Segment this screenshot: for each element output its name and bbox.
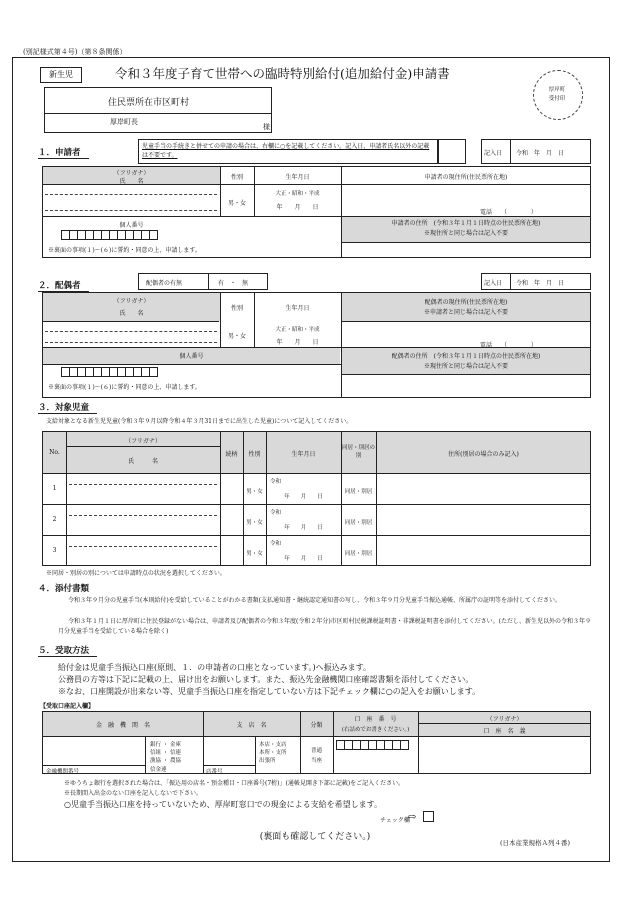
row-line [42, 216, 591, 217]
attachments-p1: 令和３年９月分の児童手当(本則給付)を受給していることがわかる書類(支払通知書・継続認定通知書の写し、令和３年９月分児童手当振込通帳、所属庁の証明等を添付してください。 [68, 597, 562, 604]
col-line [208, 273, 209, 290]
children-col-relation: 続柄 [225, 451, 238, 458]
cash-check-box[interactable] [423, 811, 434, 822]
row-line [341, 374, 591, 375]
applicant-mynumber-input[interactable] [62, 230, 158, 240]
section-spouse-title: ２．配偶者 [38, 279, 89, 292]
children-col-no: No. [49, 449, 60, 456]
child-sep-options[interactable]: 同居・別居 [344, 520, 373, 526]
child-furigana-input[interactable] [69, 515, 217, 516]
child-sep-options[interactable]: 同居・別居 [344, 551, 373, 557]
account-type-checking[interactable]: 当座 [310, 758, 322, 764]
bank-code-label: 金融機関番号 [46, 769, 80, 775]
child-no: 3 [52, 547, 57, 554]
applicant-phone-input[interactable]: 電話 （ ） [480, 209, 538, 216]
bank-note-yucho: ※ゆうちょ銀行を選択された場合は、「振込用の店名・預金種目・口座番号(7桁)」(通帳見開き下部に記載)をご記入ください。 [64, 780, 405, 787]
cash-option: ○児童手当振込口座を持っていないため、厚岸町窓口での現金による支給を希望します。 [64, 800, 383, 809]
applicant-consent: ※裏面の事項(１)～(６)に誓約・同意の上、申請します。 [48, 247, 201, 254]
spouse-date-label: 記入日 [484, 280, 503, 287]
spouse-furigana-header: （フリガナ） [113, 298, 150, 305]
stamp-text-town: 厚岸町 [548, 87, 566, 93]
spouse-furigana-input[interactable] [45, 331, 217, 332]
spouse-dob-input[interactable]: 年 月 日 [276, 339, 319, 346]
applicant-furigana-header: （フリガナ） [113, 170, 150, 177]
attachments-p2: 令和３年１月１日に厚岸町に住民登録がない場合は、申請者及び配偶者の令和３年度(令和２年分)市区町村民税課税証明書・非課税証明書を添付してください。(ただし、新生児以外の令和３年９月分児童手当を受給している場合を除く) [58, 618, 592, 635]
spouse-name-input[interactable] [45, 342, 217, 343]
child-gender-options[interactable]: 男・女 [246, 520, 263, 526]
applicant-name-input[interactable] [45, 210, 217, 211]
section-applicant-title: １．申請者 [38, 146, 89, 159]
addressee-divider [44, 113, 272, 114]
children-col-furigana: （フリガナ） [125, 438, 161, 445]
child-dob-input[interactable]: 年 月 日 [284, 494, 323, 500]
spouse-jan-address-header: 配偶者の住所 (令和３年１月１日時点の住民票所在地) [391, 353, 541, 360]
children-footnote: ※同居・別居の別については申請時点の状況を選択してください。 [46, 570, 226, 577]
spouse-era-options[interactable]: 大正・昭和・平成 [275, 327, 320, 333]
children-col-sep: 同居・別居の別 [342, 445, 376, 459]
check-label: チェック欄 [380, 817, 410, 824]
row-line [418, 723, 591, 724]
spouse-exists-options[interactable]: 有 ・ 無 [218, 280, 249, 287]
row-line [42, 504, 591, 505]
bank-furigana-header: （フリガナ） [486, 716, 523, 723]
branch-kind-options[interactable]: 本店・支店 [259, 742, 287, 748]
bank-account-header: 口 座 番 号 [354, 716, 397, 723]
spouse-exists-label: 配偶者の有無 [146, 280, 183, 287]
newborn-tag: 新生児 [40, 67, 82, 83]
child-era: 令和 [270, 541, 282, 547]
receipt-line2: 公務員の方等は下記に記載の上、届け出をお願いします。また、振込先金融機関口座確認書類を添付してください。 [58, 675, 474, 684]
row-line [42, 765, 145, 766]
child-no: 2 [52, 516, 57, 523]
applicant-same-note: ※現住所と同じ場合は記入不要 [423, 230, 508, 237]
spouse-date-field[interactable]: 令和 年 月 日 [516, 280, 565, 287]
child-no: 1 [52, 485, 57, 492]
arrow-right-icon: ⇨ [408, 812, 417, 823]
addressee-municipality: 住民票所在市区町村 [108, 98, 190, 108]
col-line [66, 431, 67, 566]
applicant-dob-header: 生年月日 [285, 174, 310, 181]
stamp-text-received: 受付印 [548, 96, 566, 102]
children-intro: 支給対象となる新生児児童(令和３年９月以降令和４年３月31日までに出生した児童)について記入してください。 [46, 418, 353, 425]
spouse-consent: ※裏面の事項(１)～(６)に誓約・同意の上、申請します。 [48, 384, 201, 391]
row-line [203, 765, 255, 766]
child-furigana-input[interactable] [69, 546, 217, 547]
row-line [42, 321, 219, 322]
applicant-gender-header: 性別 [230, 174, 243, 181]
child-dob-input[interactable]: 年 月 日 [284, 525, 323, 531]
bank-kind-options[interactable]: 銀行 ・ 金庫 [150, 742, 181, 748]
applicant-note: 児童手当の手続きと併せての申請の場合は、右欄に○を記載してください。記入日、申請者氏名以外の記載は不要です。 [142, 143, 430, 159]
applicant-address-header: 申請者の現住所(住民票所在地) [424, 174, 508, 181]
bank-kind-options[interactable]: 漁協 ・ 農協 [150, 758, 181, 764]
bank-type-header: 分類 [310, 722, 323, 729]
applicant-dob-input[interactable]: 年 月 日 [276, 204, 319, 211]
date-divider [510, 139, 511, 164]
row-line [66, 446, 220, 447]
bank-note-dormant: ※長期間入出金のない口座を記入しないで下さい。 [64, 790, 203, 797]
spouse-name-header: 氏 名 [119, 310, 144, 317]
bank-institution-header: 金 融 機 関 名 [95, 722, 150, 729]
children-col-name: 氏 名 [127, 458, 158, 465]
receipt-line1: 給付金は児童手当振込口座(原則、１．の申請者の口座となっています。)へ振込みます。 [58, 663, 371, 672]
date-divider [510, 273, 511, 290]
applicant-jan-address-header: 申請者の住所 (令和３年１月１日時点の住民票所在地) [391, 220, 541, 227]
applicant-gender-options[interactable]: 男・女 [227, 200, 246, 207]
child-era: 令和 [270, 479, 282, 485]
row-line [341, 321, 591, 322]
children-col-dob: 生年月日 [291, 451, 316, 458]
children-col-address: 住所(別居の場合のみ記入) [448, 451, 519, 458]
addressee-box [44, 87, 272, 133]
children-col-gender: 性別 [248, 451, 261, 458]
applicant-name-header: 氏 名 [119, 178, 144, 185]
spouse-gender-header: 性別 [230, 305, 243, 312]
applicant-furigana-input[interactable] [45, 194, 217, 195]
spouse-phone-input[interactable]: 電話 （ ） [480, 342, 538, 349]
row-line [42, 736, 591, 737]
section-children-title: ３．対象児童 [38, 401, 97, 414]
row-line [341, 242, 591, 243]
receipt-line3: ※なお、口座開設が出来ない等、児童手当振込口座を指定していない方は下記チェック欄に○の記入をお願いします。 [58, 687, 481, 696]
applicant-date-field[interactable]: 令和 年 月 日 [516, 150, 565, 157]
branch-kind-options[interactable]: 出張所 [259, 758, 276, 764]
child-gender-options[interactable]: 男・女 [246, 489, 263, 495]
spouse-dob-header: 生年月日 [285, 305, 310, 312]
child-dob-input[interactable]: 年 月 日 [284, 556, 323, 562]
addressee-mayor: 厚岸町長 [110, 118, 138, 126]
spouse-address-note: ※申請者と同じ場合は記入不要 [423, 309, 508, 316]
spouse-address-header: 配偶者の現住所(住民票所在地) [424, 299, 508, 306]
account-type-ordinary[interactable]: 普通 [310, 748, 322, 754]
section-receipt-title: ５．受取方法 [38, 644, 97, 657]
spouse-same-note: ※現住所と同じ場合は記入不要 [423, 363, 508, 370]
bank-holder-header: 口 座 名 義 [483, 728, 526, 735]
bank-caption: 【受取口座記入欄】 [40, 703, 95, 710]
row-line [42, 184, 591, 185]
back-note: (裏面も確認してください。) [259, 832, 371, 842]
spouse-mynumber-input[interactable] [62, 367, 158, 377]
row-line [42, 535, 591, 536]
bank-kind-options[interactable]: 信組 ・ 信連 [150, 750, 181, 756]
bank-kind-options[interactable]: 信金連 [150, 767, 167, 773]
applicant-era-options[interactable]: 大正・昭和・平成 [275, 191, 320, 197]
spec-note: (日本産業規格Ａ列４番) [500, 839, 571, 847]
child-gender-options[interactable]: 男・女 [246, 551, 263, 557]
child-era: 令和 [270, 510, 282, 516]
child-furigana-input[interactable] [69, 484, 217, 485]
branch-kind-options[interactable]: 本所・支所 [259, 750, 287, 756]
procedure-mark-field[interactable] [438, 139, 466, 164]
col-line [145, 736, 146, 774]
row-line [42, 364, 341, 365]
row-line [42, 347, 591, 348]
form-title: 令和３年度子育て世帯への臨時特別給付(追加給付金)申請書 [115, 66, 450, 81]
col-line [255, 736, 256, 774]
branch-code-label: 店番号 [206, 769, 223, 775]
form-reference: (別記様式第４号)（第８条関係） [23, 48, 127, 56]
spouse-gender-options[interactable]: 男・女 [227, 333, 246, 340]
child-sep-options[interactable]: 同居・別居 [344, 489, 373, 495]
spouse-mynumber-label: 個人番号 [179, 353, 204, 360]
row-line [42, 473, 591, 474]
section-attachments-title: ４．添付書類 [38, 584, 90, 594]
applicant-date-label: 記入日 [484, 150, 503, 157]
account-number-input[interactable] [337, 740, 409, 750]
bank-account-note: (右詰めでお書きください。) [341, 727, 410, 733]
applicant-mynumber-label: 個人番号 [119, 222, 144, 229]
bank-branch-header: 支 店 名 [236, 722, 267, 729]
addressee-honorific: 様 [263, 123, 270, 131]
